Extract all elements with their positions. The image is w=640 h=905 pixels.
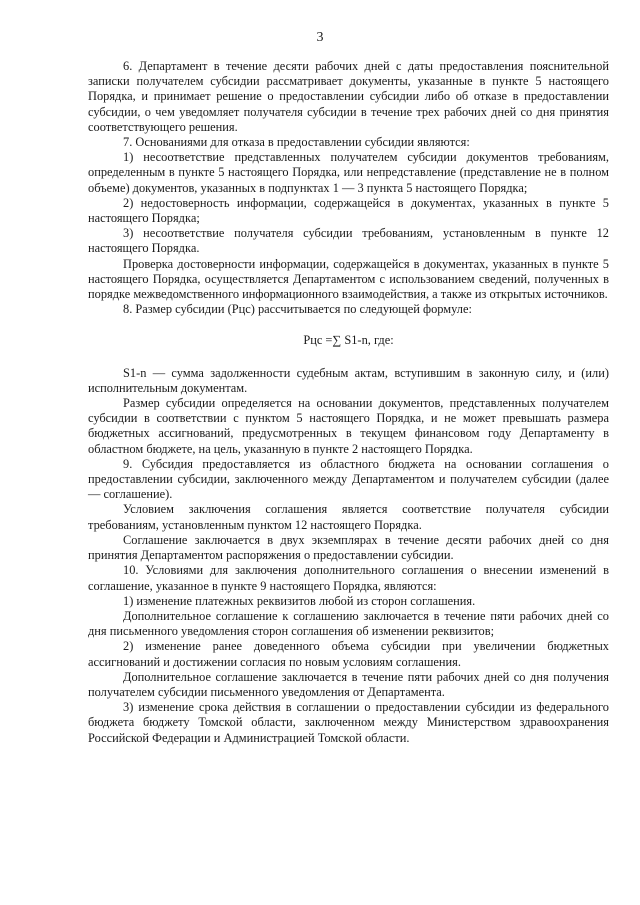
- paragraph-10-item-1: 1) изменение платежных реквизитов любой из сторон соглашения.: [123, 593, 476, 608]
- paragraph-10-item-2: 2) изменение ранее доведенного объема субсидии при увеличении бюджетных ассигнований и достижении согласия по новым условиям соглашения.: [88, 639, 609, 669]
- paragraph-verification: Проверка достоверности информации, содержащейся в документах, указанных в пункте 5 настоящего Порядка, осуществляется Департаментом с использованием сведений, полученных в порядке межведомственного информационного взаимодействия, а также из открытых источников.: [88, 256, 609, 302]
- paragraph-10-item-3: 3) изменение срока действия в соглашении о предоставлении субсидии из федерального бюджета бюджету Томской области, заключенном между Министерством здравоохранения Российской Федерации и Администрацией Томской области.: [88, 700, 609, 745]
- formula-definition: S1-n — сумма задолженности судебным актам, вступившим в законную силу, и (или) исполнительным документам.: [88, 365, 609, 395]
- paragraph-7-item-2: 2) недостоверность информации, содержащейся в документах, указанных в пункте 5 настоящего Порядка;: [88, 195, 609, 226]
- paragraph-subsidy-size: Размер субсидии определяется на основании документов, представленных получателем субсидии в соответствии с пунктом 5 настоящего Порядка, и не может превышать размера бюджетных ассигнований, предусмотренных в текущем финансовом году Департаменту в областном бюджете, на цель, указанную в пункте 2 настоящего Порядка.: [88, 396, 609, 456]
- paragraph-10-item-2-note: Дополнительное соглашение заключается в течение пяти рабочих дней со дня получения получателем субсидии письменного уведомления от Департамента.: [88, 669, 609, 699]
- paragraph-6: 6. Департамент в течение десяти рабочих дней с даты предоставления пояснительной записки получателем субсидии рассматривает документы, указанные в пункте 5 настоящего Порядка, и принимает решение о предоставлении субсидии либо об отказе в предоставлении субсидии, о чем уведомляет получателя субсидии в течение трех рабочих дней со дня принятия соответствующего решения.: [88, 59, 609, 134]
- paragraph-10: 10. Условиями для заключения дополнительного соглашения о внесении изменений в соглашение, указанное в пункте 9 настоящего Порядка, являются:: [88, 563, 609, 593]
- paragraph-agreement-term: Соглашение заключается в двух экземплярах в течение десяти рабочих дней со дня принятия Департаментом распоряжения о предоставлении субсидии.: [88, 532, 609, 563]
- paragraph-7-item-1: 1) несоответствие представленных получателем субсидии документов требованиям, определенным в пункте 5 настоящего Порядка, или непредставление (представление не в полном объеме) документов, указанных в подпунктах 1 — 3 пункта 5 настоящего Порядка;: [88, 150, 609, 195]
- document-body: [88, 59, 609, 746]
- paragraph-7-item-3: 3) несоответствие получателя субсидии требованиям, установленным в пункте 12 настоящего Порядка.: [88, 226, 609, 256]
- page-number: 3: [316, 30, 324, 45]
- paragraph-8: 8. Размер субсидии (Рцс) рассчитывается по следующей формуле:: [123, 302, 472, 317]
- subsidy-formula: Рцс =∑ S1-n, где:: [303, 333, 394, 348]
- paragraph-agreement-condition: Условием заключения соглашения является соответствие получателя субсидии требованиям, установленным пунктом 12 настоящего Порядка.: [88, 502, 609, 532]
- paragraph-10-item-1-note: Дополнительное соглашение к соглашению заключается в течение пяти рабочих дней со дня письменного уведомления сторон соглашения об изменении реквизитов;: [88, 608, 609, 639]
- paragraph-9: 9. Субсидия предоставляется из областного бюджета на основании соглашения о предоставлении субсидии, заключенного между Департаментом и получателем субсидии (далее — соглашение).: [88, 456, 609, 502]
- paragraph-7: 7. Основаниями для отказа в предоставлении субсидии являются:: [123, 135, 470, 150]
